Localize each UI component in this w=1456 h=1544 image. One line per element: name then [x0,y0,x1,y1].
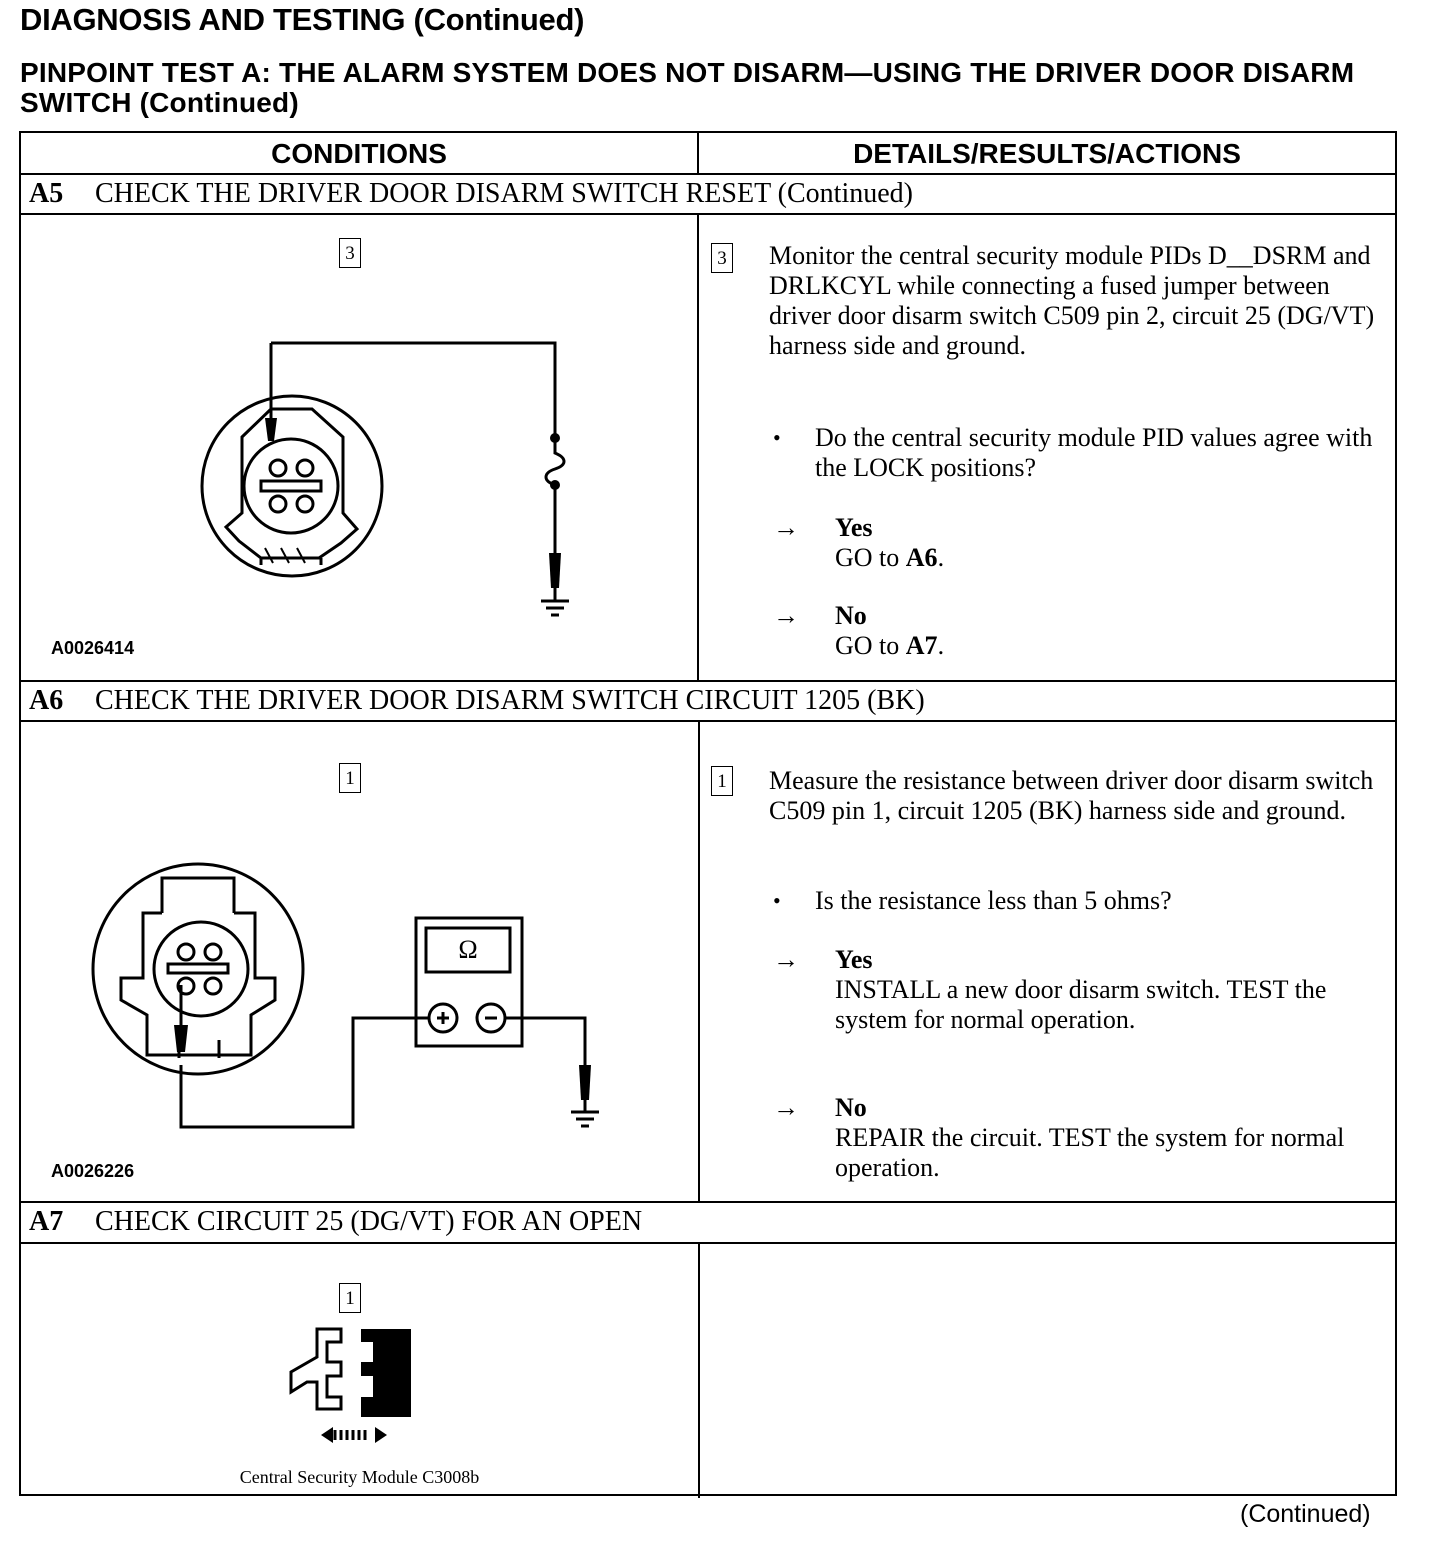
column-divider [698,1242,700,1498]
connector-jumper-diagram [21,213,697,680]
arrow-icon: → [773,1093,799,1122]
details-header: DETAILS/RESULTS/ACTIONS [853,138,1241,169]
step-id: A5 [29,178,64,209]
step-id: A7 [29,1206,64,1237]
result-label: Yes [835,513,873,542]
arrow-icon: → [773,945,799,974]
diagnosis-table [19,131,1397,1496]
result-action [835,631,1395,661]
ohmmeter-display: Ω [458,935,478,964]
action-punct: . [937,543,945,572]
conditions-header: CONDITIONS [271,138,447,169]
figure-caption: Central Security Module C3008b [239,1467,480,1487]
result-action: REPAIR the circuit. TEST the system for normal operation. [835,1123,1345,1182]
action-text: GO to [835,543,906,572]
figure-step-number: 3 [339,238,361,268]
figure-id: A0026414 [51,638,135,658]
instruction-text: Measure the resistance between driver door disarm switch C509 pin 1, circuit 1205 (BK) harness side and ground. [769,766,1374,825]
figure-step-number: 1 [339,1283,361,1313]
step-a5-title-row [29,173,913,213]
page-title: DIAGNOSIS AND TESTING (Continued) [20,2,585,37]
action-text: GO to [835,631,906,660]
column-divider [698,720,700,1201]
step-a6-title-row [29,680,925,720]
bullet-icon: • [773,425,781,450]
detail-step-number: 1 [711,766,733,796]
question-text: Is the resistance less than 5 ohms? [815,886,1172,915]
result-action: INSTALL a new door disarm switch. TEST the system for normal operation. [835,975,1327,1034]
step-a7-title-row [29,1201,642,1241]
step-id: A6 [29,685,64,716]
arrow-icon: → [773,601,799,630]
action-target-link[interactable]: A6 [905,543,938,572]
instruction-text: Monitor the central security module PIDs D__DSRM and DRLKCYL while connecting a fused jumper between driver door disarm switch C509 pin 2, circuit 25 (DG/VT) harness side and ground. [769,241,1375,360]
detail-step-number: 3 [711,243,733,273]
question-text: Do the central security module PID values agree with the LOCK positions? [815,423,1373,482]
connector-ohmmeter-diagram [21,720,698,1201]
connector-separate-diagram [21,1242,698,1498]
figure-step-number: 1 [339,763,361,793]
step-title: CHECK CIRCUIT 25 (DG/VT) FOR AN OPEN [95,1206,643,1237]
step-title: CHECK THE DRIVER DOOR DISARM SWITCH CIRCUIT 1205 (BK) [95,685,925,716]
action-target-link[interactable]: A7 [905,631,938,660]
step-title: CHECK THE DRIVER DOOR DISARM SWITCH RESET (Continued) [95,178,913,209]
figure-id: A0026226 [51,1161,135,1181]
result-label: No [835,601,867,630]
result-label: Yes [835,945,873,974]
action-punct: . [937,631,945,660]
result-label: No [835,1093,867,1122]
arrow-icon: → [773,513,799,542]
pinpoint-test-title: PINPOINT TEST A: THE ALARM SYSTEM DOES NOT DISARM—USING THE DRIVER DOOR DISARM SWITCH (Continued) [20,57,1355,118]
bullet-icon: • [773,888,781,913]
result-action [835,543,1395,573]
continued-note: (Continued) [1240,1500,1371,1528]
column-divider [697,213,699,680]
